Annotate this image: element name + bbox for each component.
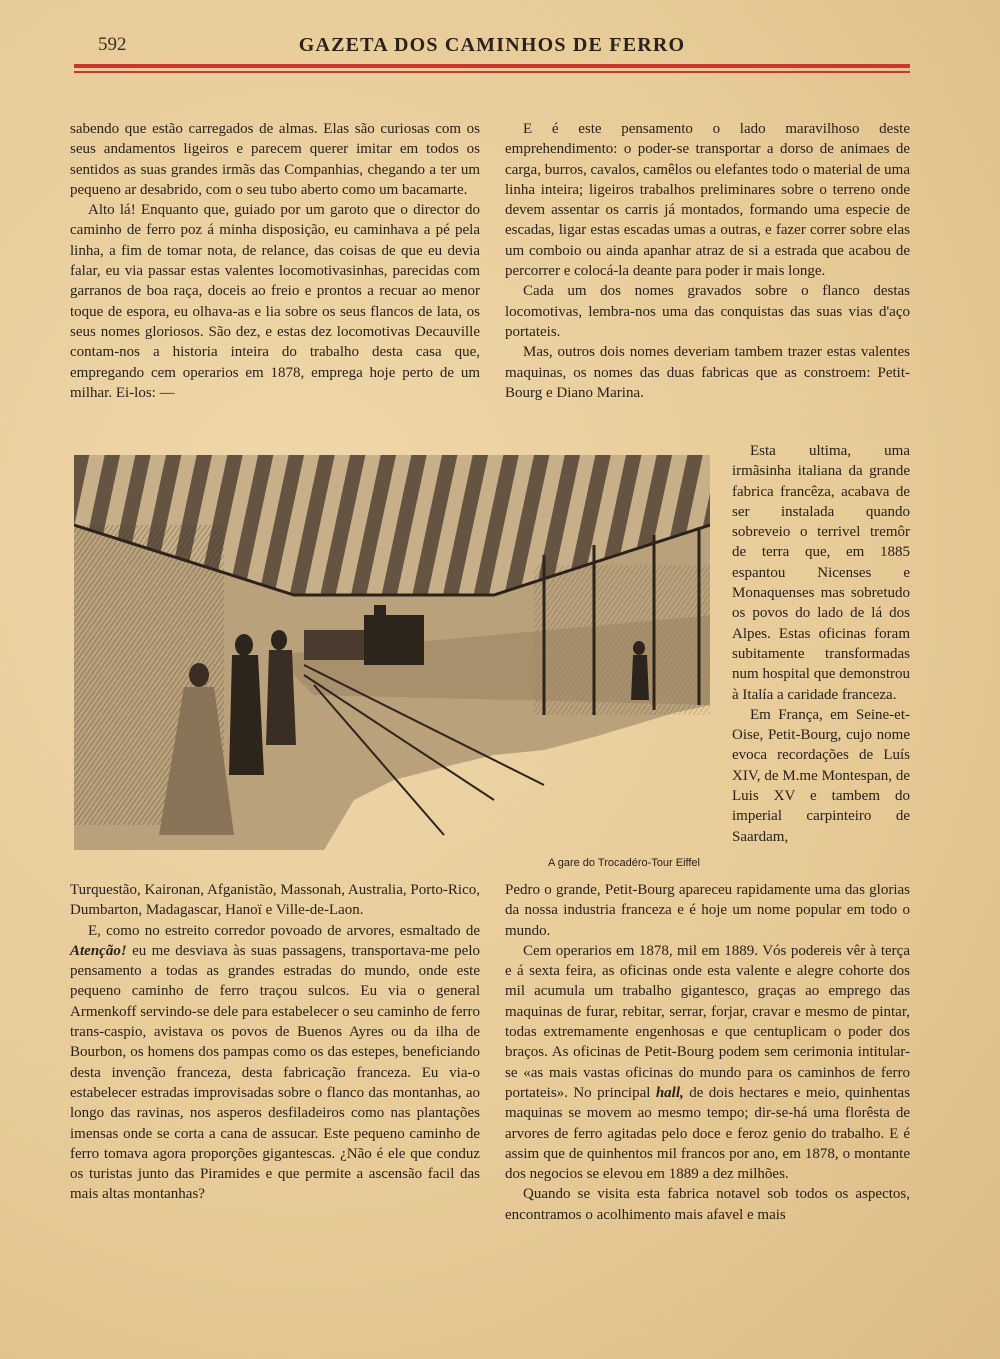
paragraph-part: E, como no estreito corredor povoado de arvores, esmaltado de	[88, 922, 480, 939]
emphasis-atencao: Atenção!	[70, 942, 127, 959]
paragraph	[505, 941, 910, 1185]
paragraph-part: eu me desviava às suas passagens, transportava-me pelo pensamento a todas as grandes estradas do mundo, onde este pequeno caminho de ferro traçou sulcos. Eu via o general Armenkoff servindo-se dele para estabelecer o seu caminho de ferro trans-caspio, avistava os povos de Buenos Ayres ou da ilha de Bourbon, os homens dos pampas como os das estepes, beneficiando desta invenção franceza, desta fabricação franceza. Eu via-o estabelecer estradas improvisadas sobre o flanco das montanhas, ao longo das ravinas, nos asperos desfiladeiros como nas plantações imensas onde se corta a cana de assucar. Este pequeno caminho de ferro tomava agora proporções gigantescas. ¿Não é ele que conduz os turistas junto das Piramides e que permite a ascensão facil das mais altas montanhas?	[70, 942, 481, 1203]
paragraph-part: de dois hectares e meio, quinhentas maquinas se movem ao mesmo tempo; dir-se-há uma florêsta de arvores de ferro agitadas pelo doce e feroz genio do trabalho. E é assim que de quinhentos mil francos por ano, em 1878, o montante dos negocios se elevou em 1889 a dez milhões.	[505, 1084, 911, 1183]
journal-title: GAZETA DOS CAMINHOS DE FERRO	[298, 34, 686, 56]
page-header	[72, 30, 912, 64]
paragraph: Em França, em Seine-et-Oise, Petit-Bourg, cujo nome evoca recordações de Luís XIV, de M.me Montespan, de Luis XV e tambem do imperial carpinteiro de Saardam,	[732, 706, 910, 845]
page-number: 592	[98, 34, 127, 55]
paragraph	[70, 921, 480, 1205]
paragraph: Cada um dos nomes gravados sobre o flanco destas locomotivas, lembra-nos uma das conquistas das suas vias d'aço portateis.	[505, 283, 910, 340]
station-engraving	[74, 455, 710, 850]
paragraph: Quando se visita esta fabrica notavel sob todos os aspectos, encontramos o acolhimento mais afavel e mais	[505, 1186, 910, 1223]
paragraph: sabendo que estão carregados de almas. Elas são curiosas com os seus andamentos ligeiros e parecem querer imitar em todos os sentidos as suas grandes irmãs das Companhias, chegando a ter um pequeno ar desabrido, com o seu tubo aberto como um bacamarte.	[70, 121, 480, 198]
header-rule-thick	[74, 64, 910, 68]
emphasis-hall: hall,	[655, 1084, 684, 1101]
paragraph: Turquestão, Kaironan, Afganistão, Massonah, Australia, Porto-Rico, Dumbarton, Madagascar, Hanoï e Ville-de-Laon.	[70, 882, 480, 919]
right-column-narrow	[732, 441, 910, 847]
paragraph: Pedro o grande, Petit-Bourg apareceu rapidamente uma das glorias da nossa industria franceza e é hoje um nome popular em todo o mundo.	[505, 882, 910, 939]
left-column-bottom	[70, 880, 480, 1205]
paragraph: Mas, outros dois nomes deveriam tambem trazer estas valentes maquinas, os nomes das duas fabricas que as constroem: Petit-Bourg e Diano Marina.	[505, 344, 910, 401]
right-column-top	[505, 119, 910, 403]
paragraph-part: Cem operarios em 1878, mil em 1889. Vós podereis vêr à terça e á sexta feira, as oficinas onde esta valente e alegre cohorte dos mil acumula um trabalho gigantesco, graças ao emprego das maquinas de furar, rebitar, serrar, forjar, cravar e mesmo de pintar, todas extremamente engenhosas e que centuplicam o poder dos braços. As oficinas de Petit-Bourg podem sem cerimonia intitular-se «as mais vastas oficinas do mundo para os caminhos de ferro portateis». No principal	[505, 942, 910, 1101]
paragraph: Alto lá! Enquanto que, guiado por um garoto que o director do caminho de ferro poz á minha disposição, eu caminhava a pé pela linha, a fim de tomar nota, de relance, das coisas de que eu devia falar, eu via passar estas valentes locomotivasinhas, parecidas com garranos de boa raça, doceis ao freio e prontos a recuar ao menor toque de espora, eu olhava-as e lia sobre os seus flancos de lata, os seus nomes gloriosos. São dez, e estas dez locomotivas Decauville contam-nos a historia inteira do trabalho desta casa que, empregando cem operarios em 1878, emprega hoje perto de um milhar. Ei-los: —	[70, 202, 480, 401]
left-column-top	[70, 119, 480, 403]
paragraph: E é este pensamento o lado maravilhoso deste emprehendimento: o poder-se transportar a dorso de animaes de carga, burros, cavalos, camêlos ou elefantes todo o material de uma linha inteira; ligeiros trabalhos preliminares sobre o terreno onde devem assentar os carris já montados, formando uma especie de escadas, ligar estas escadas umas a outras, e fazer correr sobre elas um comboio ou ainda apanhar atraz de si a estrada que acabou de percorrer e colocá-la deante para poder ir mais longe.	[505, 121, 910, 280]
right-column-bottom	[505, 880, 910, 1225]
header-rule-thin	[74, 71, 910, 73]
paragraph: Esta ultima, uma irmãsinha italiana da grande fabrica francêza, acabava de ser instalada quando sobreveio o terrivel tremôr de terra que, em 1885 espantou Nicenses e Monaquenses mas sobretudo os povos do lado de lá dos Alpes. Estas oficinas foram subitamente transformadas num hospital que demonstrou à Italía a caridade franceza.	[732, 443, 910, 703]
illustration-caption: A gare do Trocadéro-Tour Eiffel	[547, 857, 700, 869]
